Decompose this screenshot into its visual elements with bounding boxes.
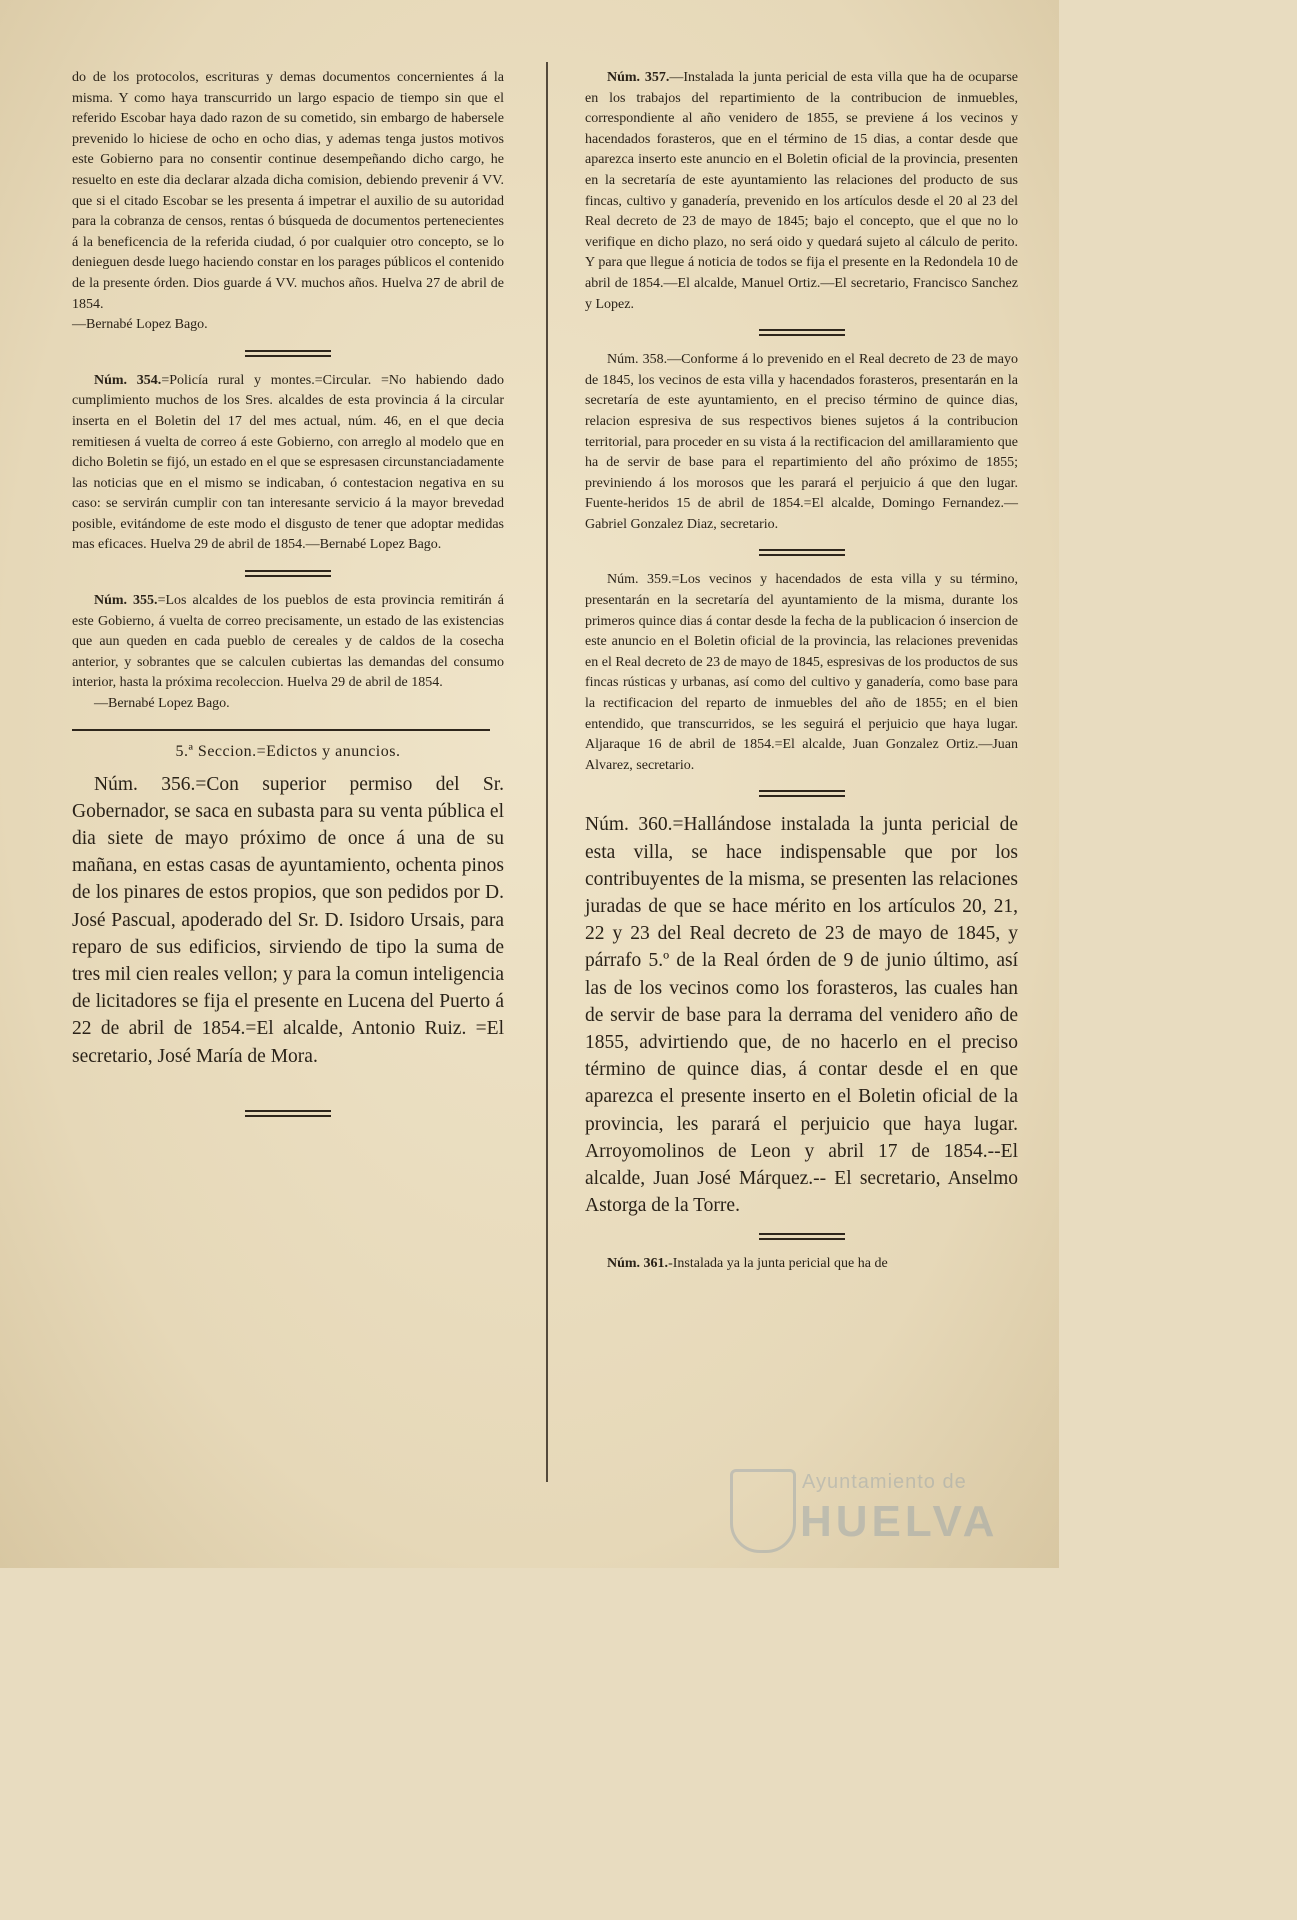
notice-357-text: —Instalada la junta pericial de esta villa que ha de ocuparse en los trabajos del repartimiento de la contribucion de inmuebles, correspondiente al año venidero de 1855, se previene á los vecinos y hacendados forasteros, que en el término de 15 dias, a contar desde que aparezca inserto este anuncio en el Boletin oficial de la provincia, presenten en la secretaría de este ayuntamiento las relaciones del producto de sus fincas, cultivo y ganadería, prevenido en los artículos desde el 20 al 23 del Real decreto de 23 de mayo de 1845; bajo el concepto, que el que no lo verifique en dicho plazo, no será oido y quedará sujeto al cálculo de perito. Y para que llegue á noticia de todos se fija el presente en la Redondela 10 de abril de 1854.—El alcalde, Manuel Ortiz.—El secretario, Francisco Sanchez y Lopez. [585,70,1018,312]
notice-355-text: =Los alcaldes de los pueblos de esta provincia remitirán á este Gobierno, á vuelta de correo precisamente, un estado de las existencias que aun queden en cada pueblo de cereales y de caldos de la cosecha anterior, y sobrantes que se calculen cubiertas las demandas del consumo interior, hasta la próxima recoleccion. Huelva 29 de abril de 1854. [72,593,504,691]
notice-355-number: Núm. 355. [94,593,158,609]
notice-360 [585,811,1018,1219]
notice-361 [585,1254,1018,1275]
notice-354-text: =Policía rural y montes.=Circular. =No habiendo dado cumplimiento muchos de los Sres. alcaldes de esta provincia á la circular inserta en el Boletin del 17 del mes actual, núm. 46, en el que decia remitiesen á vuelta de correo á este Gobierno, con arreglo al modelo que en dicho Boletin se fijó, un estado en el que se espresasen circunstanciadamente las noticias que en el mismo se indicaban, ó contestacion negativa en su caso: se servirán cumplir con tan interesante servicio á la mayor brevedad posible, evitándome de este modo el disgusto de tener que adoptar medidas mas eficaces. Huelva 29 de abril de 1854.—Bernabé Lopez Bago. [72,372,504,553]
notice-354-number: Núm. 354. [94,372,162,388]
notice-355 [72,591,504,715]
notice-357-number: Núm. 357. [607,70,670,85]
ornamental-separator [245,350,331,357]
notice-361-number: Núm. 361. [607,1256,669,1272]
section-heading: 5.ª Seccion.=Edictos y anuncios. [175,742,401,760]
archive-watermark [730,1465,1010,1555]
notice-356-text: =Con superior permiso del Sr. Gobernador, se saca en subasta para su venta pública el dia siete de mayo próximo de once á una de su mañana, en estas casas de ayuntamiento, ochenta pinos de los pinares de estos propios, que son pedidos por D. José Pascual, apoderado del Sr. D. Isidoro Ursais, para reparo de sus edificios, sirviendo de tipo la suma de tres mil cien reales vellon; y para la comun inteligencia de licitadores se fija el presente en Lucena del Puerto á 22 de abril de 1854.=El alcalde, Antonio Ruiz. =El secretario, José María de Mora. [72,773,505,1067]
section-rule [72,729,490,731]
right-column [585,68,1018,1275]
notice-359-text: =Los vecinos y hacendados de esta villa y su término, presentarán en la secretaría del ayuntamiento de la misma, durante los primeros quince dias á contar desde la fecha de la publicacion ó insercion de este anuncio en el Boletin oficial de la provincia, las relaciones prevenidas en el Real decreto de 23 de mayo de 1845, espresivas de los productos de sus fincas rústicas y urbanas, así como del cultivo y ganadería, como base para la rectificacion del reparto de inmuebles del año de 1855; en el bien entendido, que transcurridos, se les seguirá el perjuicio que haya lugar. Aljaraque 16 de abril de 1854.=El alcalde, Juan Gonzalez Ortiz.—Juan Alvarez, secretario. [585,572,1018,773]
ornamental-separator [759,1233,845,1240]
notice-355-signature: —Bernabé Lopez Bago. [94,696,230,712]
ornamental-separator [759,329,845,336]
ornamental-separator [759,790,845,797]
notice-359-number: Núm. 359. [607,572,672,588]
notice-353-continued [72,68,504,336]
ornamental-separator [245,570,331,577]
notice-360-text: =Hallándose instalada la junta pericial de esta villa, se hace indispensable que por los contribuyentes de la misma, se presenten las relaciones juradas de que se hace mérito en los artículos 20, 21, 22 y 23 del Real decreto de 23 de mayo de 1845, y párrafo 5.º de la Real órden de 9 de junio último, así las de los vecinos como los forasteros, las cuales han de servir de base para la derrama del venidero año de 1855, advirtiendo que, de no hacerlo en el preciso término de quince dias, á contar desde el en que aparezca el presente inserto en el Boletin oficial de la provincia, les parará el perjuicio que haya lugar. Arroyomolinos de Leon y abril 17 de 1854.--El alcalde, Juan José Márquez.-- El secretario, Anselmo Astorga de la Torre. [585,814,1018,1217]
notice-360-number: Núm. 360. [585,814,673,836]
notice-361-text: -Instalada ya la junta pericial que ha de [668,1256,888,1272]
notice-356 [72,771,504,1070]
watermark-line2: HUELVA [800,1497,999,1546]
ornamental-separator [759,549,845,556]
notice-359 [585,570,1018,776]
coat-of-arms-icon [730,1469,796,1553]
notice-358-text: —Conforme á lo prevenido en el Real decreto de 23 de mayo de 1845, los vecinos de esta villa y hacendados forasteros, presentarán en la secretaría de este ayuntamiento, en el preciso término de quince dias, relacion espresiva de sus respectivos bienes sujetos á la contribucion territorial, para proceder en su vista á la rectificacion del amillaramiento que ha de servir de base para el repartimiento del año próximo de 1855; previniendo á los morosos que les parará el perjuicio á que den lugar. Fuente-heridos 15 de abril de 1854.=El alcalde, Domingo Fernandez.—Gabriel Gonzalez Diaz, secretario. [585,352,1019,532]
watermark-line1: Ayuntamiento de [802,1471,967,1493]
notice-358-number: Núm. 358. [607,352,668,368]
notice-353-text: do de los protocolos, escrituras y demas documentos concernientes á la misma. Y como haya transcurrido un largo espacio de tiempo sin que el referido Escobar haya dado razon de su cometido, sin embargo de habersele prevenido lo hiciese de ocho en ocho dias, y ademas tenga justos motivos este Gobierno para no consentir continue desempeñando dicho cargo, he resuelto en este dia declarar alzada dicha comision, debiendo prevenir á VV. que si el citado Escobar se les presenta á impetrar el auxilio de su autoridad para la cobranza de censos, rentas ó búsqueda de documentos pertenecientes á la beneficencia de la referida ciudad, ó por cualquier otro concepto, se lo denieguen desde luego haciendo constar en los parages públicos el contenido de la presente órden. Dios guarde á VV. muchos años. Huelva 27 de abril de 1854. [72,70,504,312]
notice-353-signature: —Bernabé Lopez Bago. [72,317,208,333]
left-column [72,68,504,1131]
column-divider [546,62,548,1482]
ornamental-separator [245,1110,331,1117]
notice-356-number: Núm. 356. [94,773,196,795]
notice-357 [585,68,1018,315]
notice-358 [585,350,1018,535]
notice-354 [72,371,504,556]
